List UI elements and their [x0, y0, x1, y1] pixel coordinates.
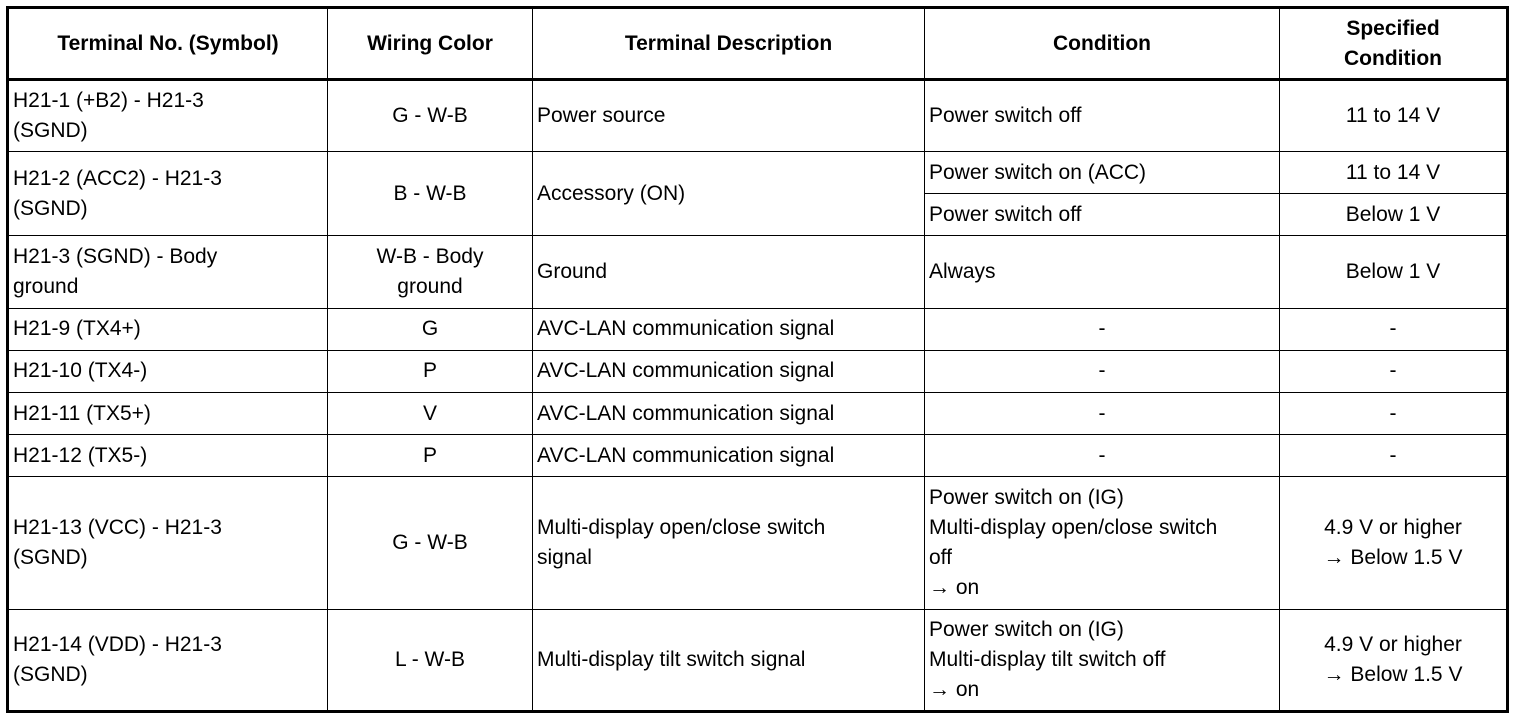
header-spec-line2: Condition [1344, 46, 1442, 70]
wiring-color-cell [328, 392, 533, 434]
condition-cell-line: - [1098, 317, 1106, 341]
terminal-cell [8, 609, 328, 711]
wiring-color-cell [328, 477, 533, 609]
terminal-spec-table [6, 6, 1509, 713]
condition-cell [925, 308, 1280, 350]
condition-cell-line: off [929, 545, 952, 569]
specified-condition-cell-line: - [1389, 401, 1397, 425]
description-cell [533, 609, 925, 711]
wiring-color-cell [328, 350, 533, 392]
specified-condition-cell-line: - [1389, 359, 1397, 383]
specified-condition-cell-line: - [1389, 443, 1397, 467]
condition-cell [925, 236, 1280, 308]
condition-cell [925, 477, 1280, 609]
specified-condition-cell-line: Below 1 V [1345, 260, 1441, 284]
wiring-color-cell [328, 236, 533, 308]
description-cell [533, 392, 925, 434]
specified-condition-cell [1280, 392, 1508, 434]
specified-condition-cell [1280, 435, 1508, 477]
table-row [8, 477, 1508, 609]
terminal-cell-line: H21-1 (+B2) - H21-3 [13, 89, 204, 113]
specified-condition-cell-line: Below 1 V [1345, 203, 1441, 226]
condition-cell [925, 194, 1280, 236]
terminal-cell-line: ground [13, 275, 79, 299]
header-row [8, 8, 1508, 80]
terminal-cell [8, 308, 328, 350]
specified-condition-cell [1280, 236, 1508, 308]
wiring-color-cell [328, 308, 533, 350]
terminal-cell-line: (SGND) [13, 196, 88, 220]
description-cell-line: Power source [537, 104, 666, 128]
description-cell-line: Multi-display open/close switch [537, 516, 826, 540]
description-cell-line: Multi-display tilt switch signal [537, 647, 806, 671]
description-cell [533, 435, 925, 477]
description-cell-line: AVC-LAN communication signal [537, 359, 835, 383]
specified-condition-cell [1280, 308, 1508, 350]
description-cell-line: AVC-LAN communication signal [537, 401, 835, 425]
header-specified-condition [1280, 8, 1508, 80]
condition-cell [925, 152, 1280, 194]
specified-condition-cell-line: 11 to 14 V [1345, 160, 1441, 184]
specified-condition-cell [1280, 194, 1508, 236]
description-cell-line: AVC-LAN communication signal [537, 317, 835, 341]
header-terminal-description: Terminal Description [533, 8, 925, 80]
condition-cell-line: Power switch on (IG) [929, 618, 1124, 642]
condition-cell [925, 609, 1280, 711]
wiring-color-cell-line: B - W-B [393, 181, 467, 205]
specified-condition-cell-line: 4.9 V or higher [1324, 516, 1462, 540]
table-row [8, 435, 1508, 477]
terminal-cell-line: H21-2 (ACC2) - H21-3 [13, 167, 222, 191]
terminal-cell-line: H21-11 (TX5+) [13, 401, 151, 425]
description-cell-line: Accessory (ON) [537, 181, 686, 205]
wiring-color-cell-line: V [422, 401, 437, 425]
specified-condition-cell [1280, 350, 1508, 392]
terminal-cell [8, 236, 328, 308]
specified-condition-cell [1280, 477, 1508, 609]
specified-condition-cell-line: → Below 1.5 V [1323, 545, 1463, 569]
wiring-color-cell [328, 152, 533, 236]
condition-cell-line: Always [929, 260, 996, 284]
terminal-cell-line: H21-14 (VDD) - H21-3 [13, 632, 222, 656]
condition-cell-line: → on [929, 677, 980, 701]
wiring-color-cell-line: L - W-B [394, 647, 465, 671]
specified-condition-cell-line: 11 to 14 V [1345, 104, 1441, 128]
header-wiring-color: Wiring Color [328, 8, 533, 80]
description-cell [533, 350, 925, 392]
condition-cell-line: Multi-display tilt switch off [929, 647, 1166, 671]
terminal-cell [8, 477, 328, 609]
terminal-cell [8, 152, 328, 236]
specified-condition-cell-line: → Below 1.5 V [1323, 662, 1463, 686]
condition-cell-line: Power switch on (ACC) [929, 160, 1147, 184]
wiring-color-cell [328, 80, 533, 152]
table-row [8, 308, 1508, 350]
description-cell [533, 152, 925, 236]
description-cell-line: signal [537, 545, 592, 569]
table-row [8, 609, 1508, 711]
terminal-cell-line: H21-10 (TX4-) [13, 359, 148, 383]
terminal-cell [8, 435, 328, 477]
table-header [8, 8, 1508, 80]
condition-cell [925, 350, 1280, 392]
terminal-cell-line: H21-9 (TX4+) [13, 317, 141, 341]
terminal-cell-line: H21-3 (SGND) - Body [13, 245, 218, 269]
specified-condition-cell [1280, 609, 1508, 711]
condition-cell-line: Multi-display open/close switch [929, 516, 1218, 540]
specified-condition-cell [1280, 80, 1508, 152]
terminal-cell-line: H21-13 (VCC) - H21-3 [13, 516, 222, 540]
wiring-color-cell-line: G - W-B [392, 530, 468, 554]
condition-cell-line: Power switch off [929, 203, 1082, 226]
description-cell-line: Ground [537, 260, 608, 284]
condition-cell [925, 80, 1280, 152]
header-condition: Condition [925, 8, 1280, 80]
wiring-color-cell-line: G [421, 317, 439, 341]
specified-condition-cell-line: 4.9 V or higher [1324, 632, 1462, 656]
specified-condition-cell-line: - [1389, 317, 1397, 341]
condition-cell [925, 392, 1280, 434]
condition-cell-line: - [1098, 443, 1106, 467]
condition-cell-line: → on [929, 575, 980, 599]
table-row [8, 80, 1508, 152]
wiring-color-cell-line: G - W-B [392, 104, 468, 128]
header-spec-line1: Specified [1346, 16, 1440, 40]
table-row [8, 152, 1508, 194]
description-cell [533, 80, 925, 152]
terminal-cell-line: H21-12 (TX5-) [13, 443, 148, 467]
terminal-cell-line: (SGND) [13, 119, 88, 143]
description-cell [533, 477, 925, 609]
condition-cell-line: - [1098, 359, 1106, 383]
wiring-color-cell-line: W-B - Body [376, 245, 484, 269]
header-terminal: Terminal No. (Symbol) [8, 8, 328, 80]
terminal-cell-line: (SGND) [13, 545, 88, 569]
condition-cell [925, 435, 1280, 477]
terminal-cell [8, 350, 328, 392]
terminal-cell [8, 392, 328, 434]
wiring-color-cell [328, 435, 533, 477]
table-row [8, 236, 1508, 308]
specified-condition-cell [1280, 152, 1508, 194]
table-body [8, 80, 1508, 712]
terminal-cell [8, 80, 328, 152]
condition-cell-line: Power switch on (IG) [929, 486, 1124, 510]
wiring-color-cell-line: P [422, 359, 437, 383]
condition-cell-line: Power switch off [929, 104, 1082, 128]
description-cell [533, 236, 925, 308]
condition-cell-line: - [1098, 401, 1106, 425]
wiring-color-cell-line: P [422, 443, 437, 467]
description-cell-line: AVC-LAN communication signal [537, 443, 835, 467]
table-row [8, 350, 1508, 392]
table-row [8, 392, 1508, 434]
wiring-color-cell-line: ground [397, 275, 463, 299]
description-cell [533, 308, 925, 350]
wiring-color-cell [328, 609, 533, 711]
terminal-cell-line: (SGND) [13, 662, 88, 686]
